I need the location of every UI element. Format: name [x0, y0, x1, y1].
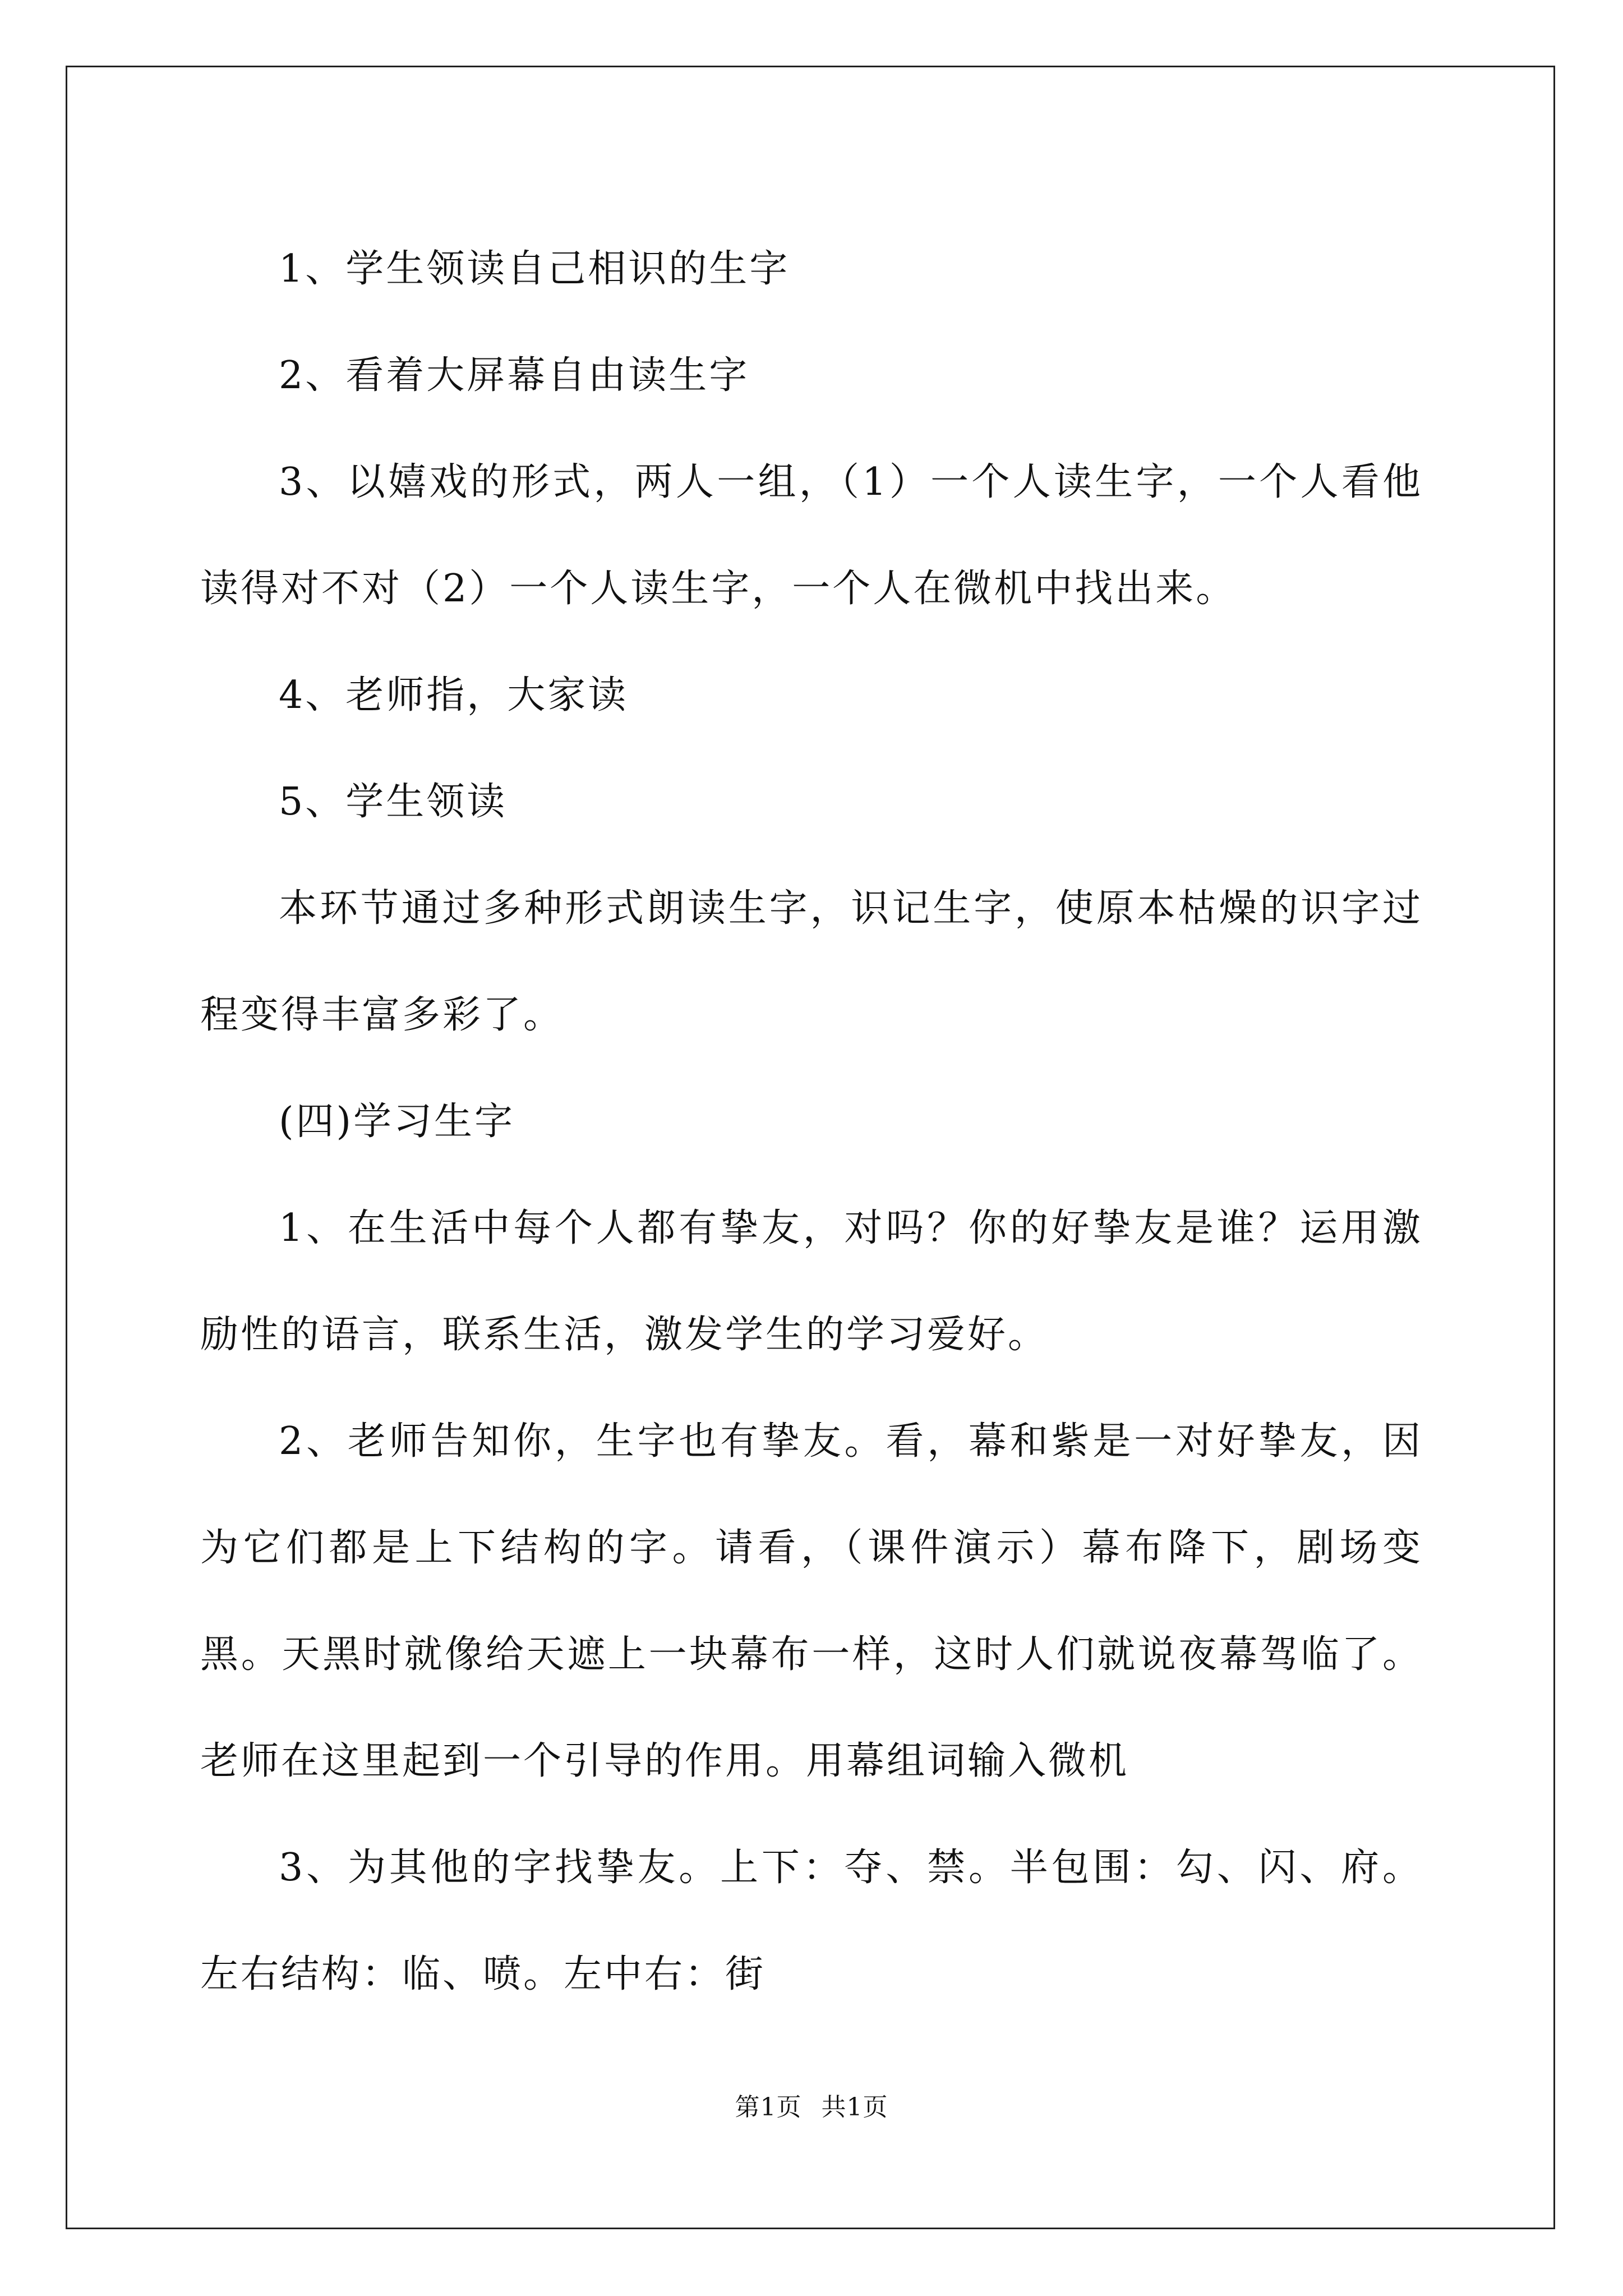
paragraph-2: 2、看着大屏幕自由读生字 [279, 353, 750, 398]
section-heading: (四)学习生字 [279, 1099, 515, 1144]
paragraph-9: 3、为其他的字找挚友。上下：夺、禁。半包围：勾、闪、府。左右结构：临、喷。左中右：街 [200, 1846, 1423, 1996]
page-number: 第1页 [735, 2093, 802, 2122]
paragraph-3: 3、以嬉戏的形式，两人一组，（1）一个人读生字，一个人看他读得对不对（2）一个人读生字，一个人在微机中找出来。 [200, 460, 1423, 611]
paragraph-7: 1、在生活中每个人都有挚友，对吗？你的好挚友是谁？运用激励性的语言，联系生活，激发学生的学习爱好。 [200, 1206, 1423, 1357]
page-total: 共1页 [821, 2093, 888, 2122]
paragraph-4: 4、老师指，大家读 [279, 673, 629, 717]
paragraph-6: 本环节通过多种形式朗读生字，识记生字，使原本枯燥的识字过程变得丰富多彩了。 [200, 886, 1423, 1037]
page-footer [0, 2087, 1623, 2123]
paragraph-5: 5、学生领读 [279, 780, 508, 824]
paragraph-8: 2、老师告知你，生字也有挚友。看，幕和紫是一对好挚友，因为它们都是上下结构的字。请看，（课件演示）幕布降下，剧场变黑。天黑时就像给天遮上一块幕布一样，这时人们就说夜幕驾临了。老师在这里起到一个引导的作用。用幕组词输入微机 [200, 1419, 1423, 1783]
document-body [200, 216, 1423, 2028]
paragraph-1: 1、学生领读自己相识的生字 [279, 247, 790, 291]
